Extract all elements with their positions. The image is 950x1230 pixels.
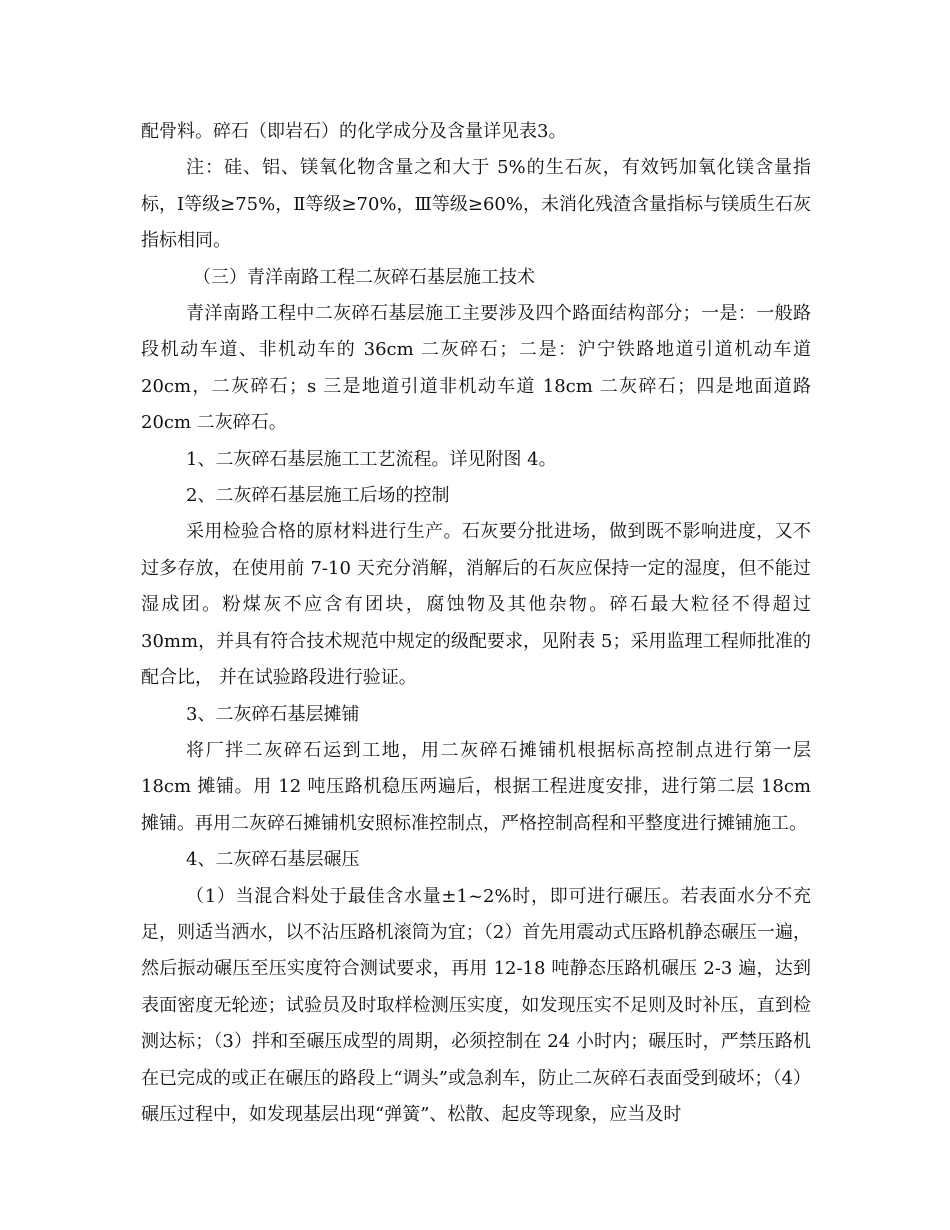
paragraph-materials: 采用检验合格的原材料进行生产。石灰要分批进场，做到既不影响进度，又不过多存放，在使用前 7-10 天充分消解，消解后的石灰应保持一定的湿度，但不能过湿成团。粉煤灰不应含有团块，腐蚀物及其他杂物。碎石最大粒径不得超过 30mm，并具有符合技术规范中规定的级配要求，见附表 5；采用监理工程师批准的配合比， 并在试验路段进行验证。 — [141, 521, 811, 689]
subheading-compaction: 4、二灰碎石基层碾压 — [186, 849, 360, 871]
paragraph-paving: 将厂拌二灰碎石运到工地，用二灰碎石摊铺机根据标高控制点进行第一层 18cm 摊铺。用 12 吨压路机稳压两遍后，根据工程进度安排，进行第二层 18cm 摊铺。再用二灰碎石摊铺机安照标准控制点，严格控制高程和平整度进行摊铺施工。 — [141, 739, 811, 834]
paragraph-note: 注：硅、铝、镁氧化物含量之和大于 5%的生石灰，有效钙加氧化镁含量指标，Ⅰ等级≥75%，Ⅱ等级≥70%，Ⅲ等级≥60%，未消化残渣含量指标与镁质生石灰指标相同。 — [141, 157, 811, 252]
section-heading: （三）青洋南路工程二灰碎石基层施工技术 — [193, 266, 535, 288]
paragraph-structure: 青洋南路工程中二灰碎石基层施工主要涉及四个路面结构部分；一是：一般路段机动车道、非机动车的 36cm 二灰碎石；二是：沪宁铁路地道引道机动车道 20cm，二灰碎石；s 三是地道引道非机动车道 18cm 二灰碎石；四是地面道路 20cm 二灰碎石。 — [141, 303, 811, 434]
subheading-backyard-control: 2、二灰碎石基层施工后场的控制 — [186, 485, 450, 507]
paragraph-continuation: 配骨料。碎石（即岩石）的化学成分及含量详见表3。 — [141, 121, 567, 142]
subheading-process-flow: 1、二灰碎石基层施工工艺流程。详见附图 4。 — [186, 448, 557, 470]
document-body — [141, 114, 811, 1133]
paragraph-compaction: （1）当混合料处于最佳含水量±1~2%时，即可进行碾压。若表面水分不充足，则适当洒水，以不沾压路机滚筒为宜；（2）首先用震动式压路机静态碾压一遍，然后振动碾压至压实度符合测试要求，再用 12-18 吨静态压路机碾压 2-3 遍，达到表面密度无轮迹；试验员及时取样检测压实度，如发现压实不足则及时补压，直到检测达标；（3）拌和至碾压成型的周期，必须控制在 24 小时内；碾压时，严禁压路机在已完成的或正在碾压的路段上“调头”或急刹车，防止二灰碎石表面受到破坏；（4）碾压过程中，如发现基层出现“弹簧”、松散、起皮等现象，应当及时 — [141, 885, 811, 1125]
subheading-paving: 3、二灰碎石基层摊铺 — [186, 703, 360, 725]
